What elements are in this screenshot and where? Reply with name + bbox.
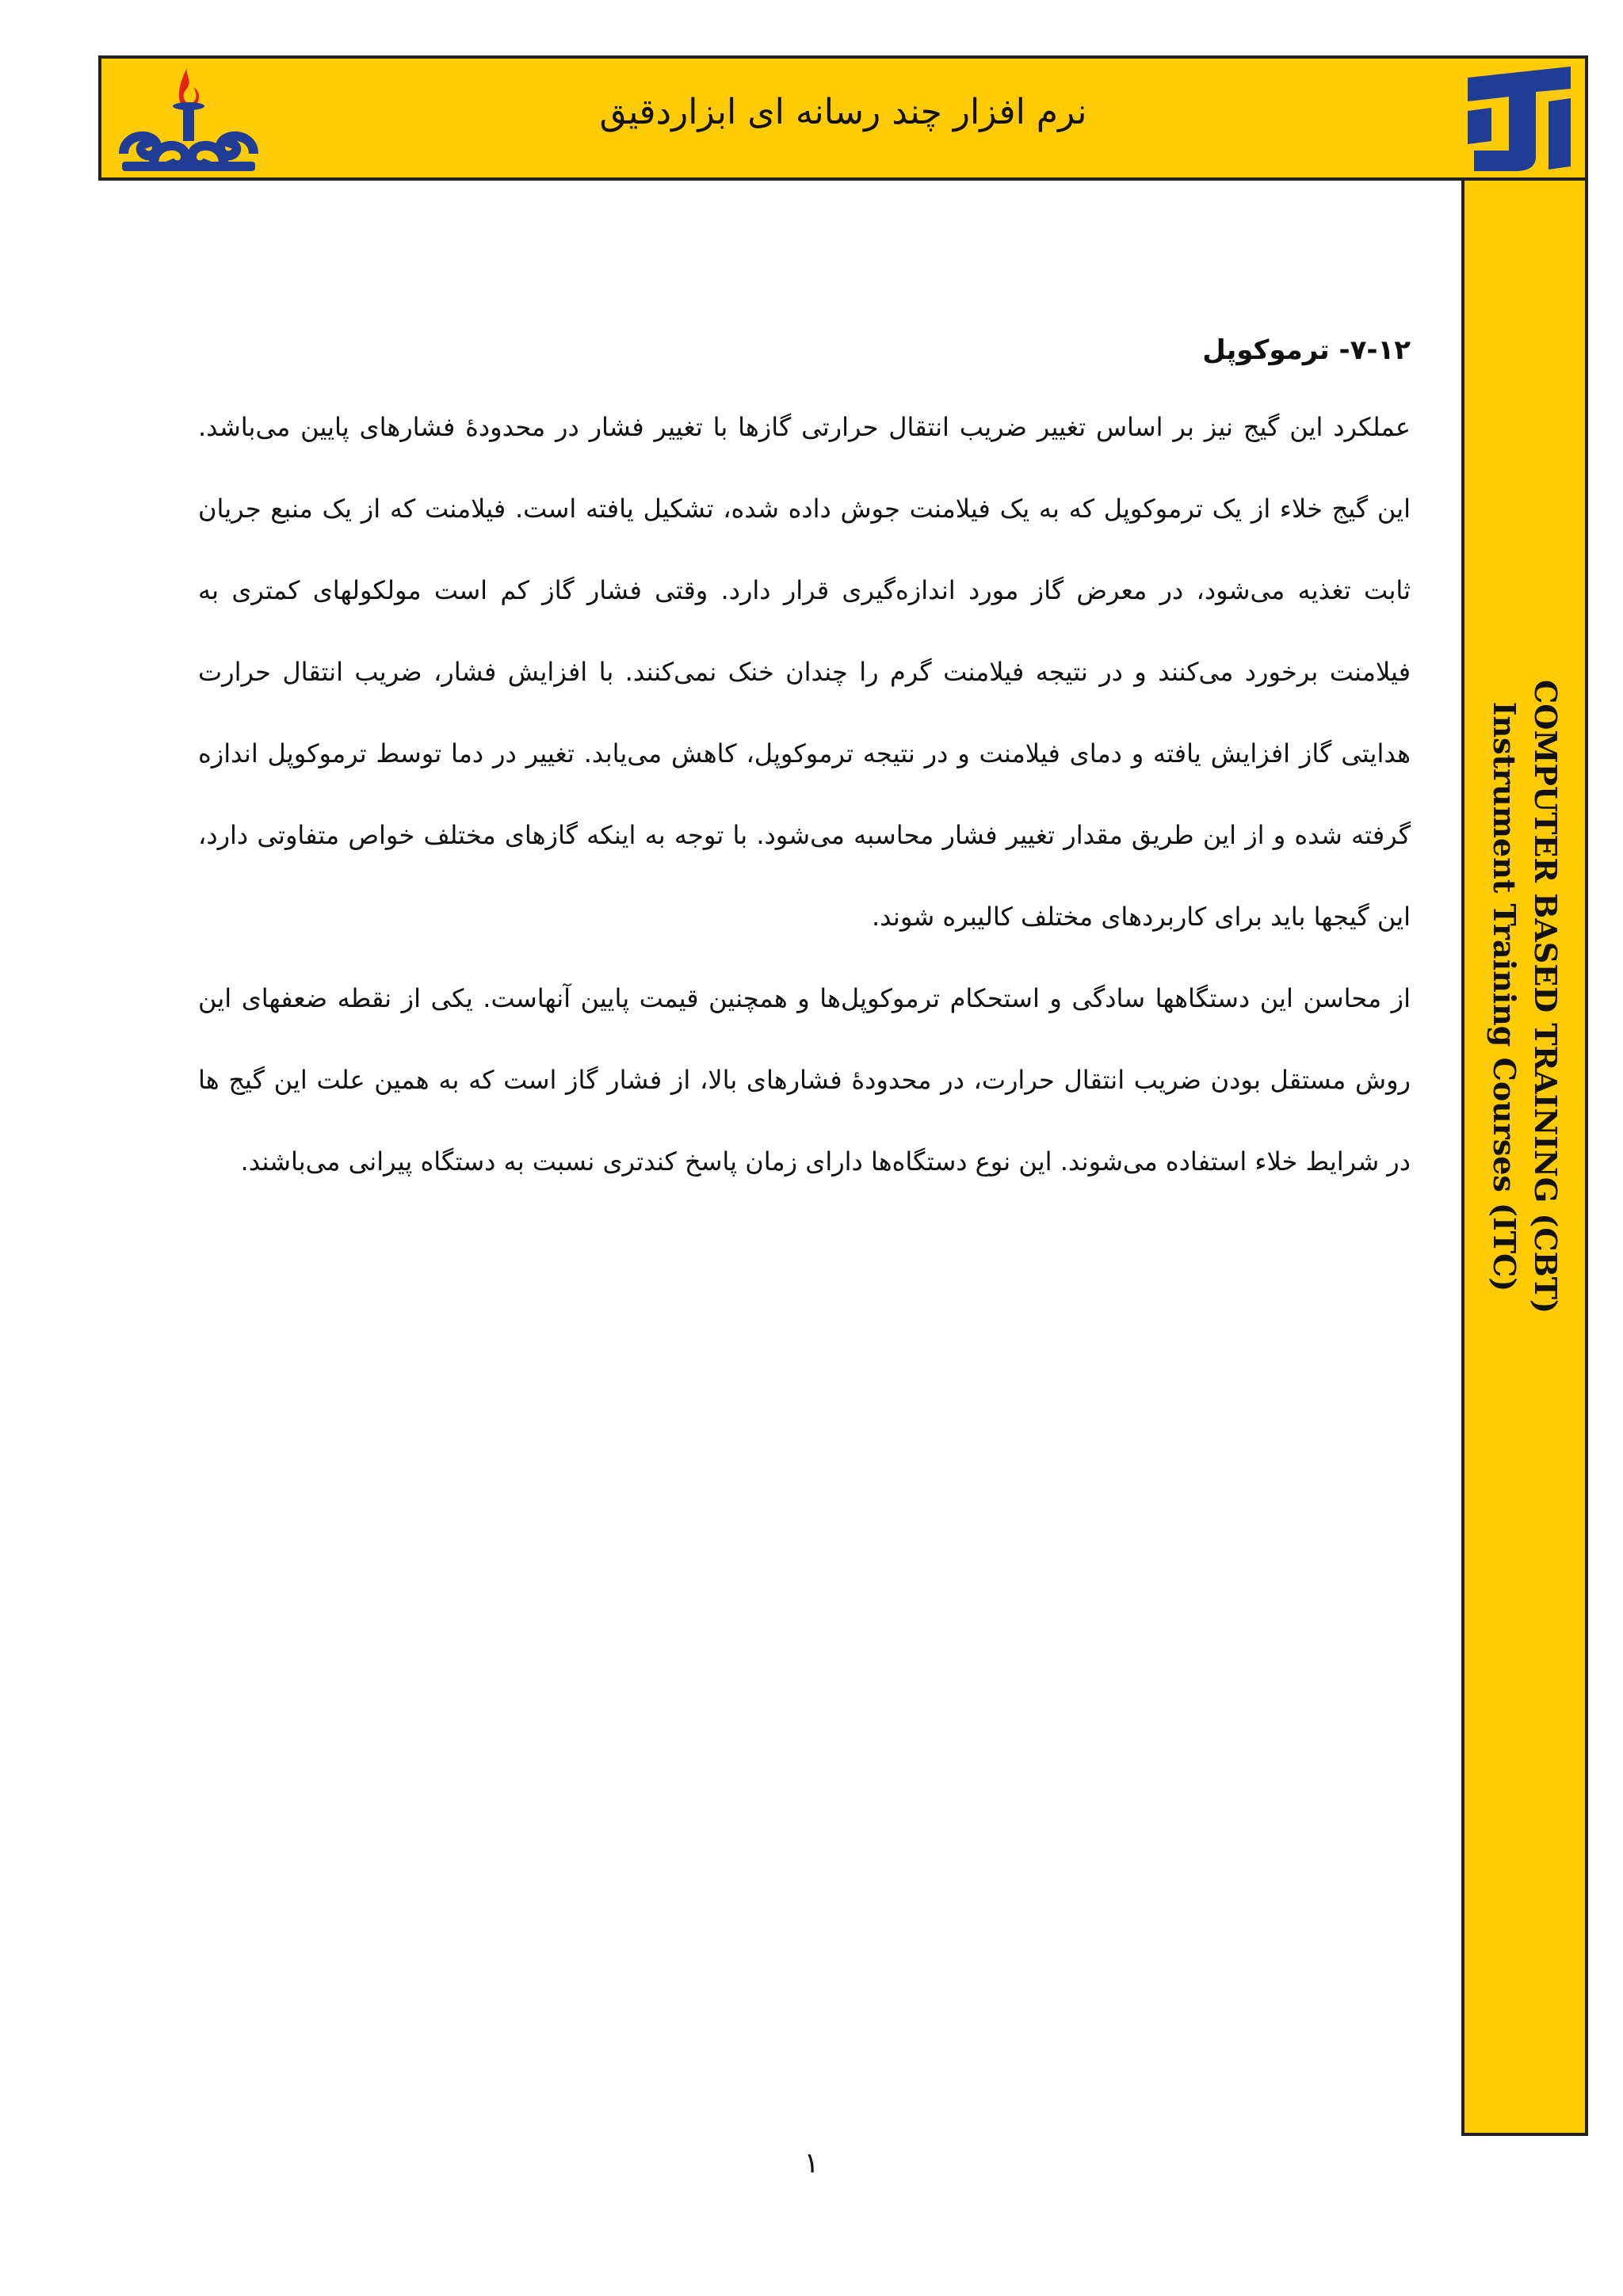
header-title: نرم افزار چند رسانه ای ابزاردقیق (599, 92, 1087, 132)
sidebar-vertical-text (1484, 680, 1566, 1314)
page-number: ۱ (804, 2147, 819, 2180)
sidebar-line-itc: Instrument Training Courses (ITC) (1487, 701, 1522, 1292)
main-content (198, 325, 1411, 1203)
paragraph-2: از محاسن این دستگاهها سادگی و استحکام ترموکوپل‌ها و همچنین قیمت پایین آنهاست. یکی از نقطه ضعفهای این روش مستقل بودن ضریب انتقال حرارت، در محدودهٔ فشارهای بالا، از فشار گاز است که به همین علت این گیج ها در شرایط خلاء استفاده می‌شوند. این نوع دستگاه‌ها دارای زمان پاسخ کندتری نسبت به دستگاه پیرانی می‌باشند. (198, 983, 1411, 1177)
sidebar-line-cbt: COMPUTER BASED TRAINING (CBT) (1528, 679, 1564, 1314)
page-header (98, 55, 1588, 181)
training-center-logo-icon (1460, 62, 1579, 174)
section-heading: ۷-۱۲- ترموکوپل (1202, 334, 1411, 366)
paragraph-1: عملکرد این گیج نیز بر اساس تغییر ضریب انتقال حرارتی گازها با تغییر فشار در محدودهٔ فشارهای پایین می‌باشد. این گیج خلاء از یک ترموکوپل که به یک فیلامنت جوش داده شده، تشکیل یافته است. فیلامنت که از یک منبع جریان ثابت تغذیه می‌شود، در معرض گاز مورد اندازه‌گیری قرار دارد. وقتی فشار گاز کم است مولکولهای کمتری به فیلامنت برخورد می‌کنند و در نتیجه فیلامنت گرم را چندان خنک نمی‌کنند. با افزایش فشار، ضریب انتقال حرارت هدایتی گاز افزایش یافته و دمای فیلامنت و در نتیجه ترموکوپل، کاهش می‌یابد. تغییر در دما توسط ترموکوپل اندازه گرفته شده و از این طریق مقدار تغییر فشار محاسبه می‌شود. با توجه به اینکه گازهای مختلف خواص متفاوتی دارد، این گیجها باید برای کاربردهای مختلف کالیبره شوند. (198, 412, 1411, 932)
sidebar-banner (1461, 181, 1588, 2136)
